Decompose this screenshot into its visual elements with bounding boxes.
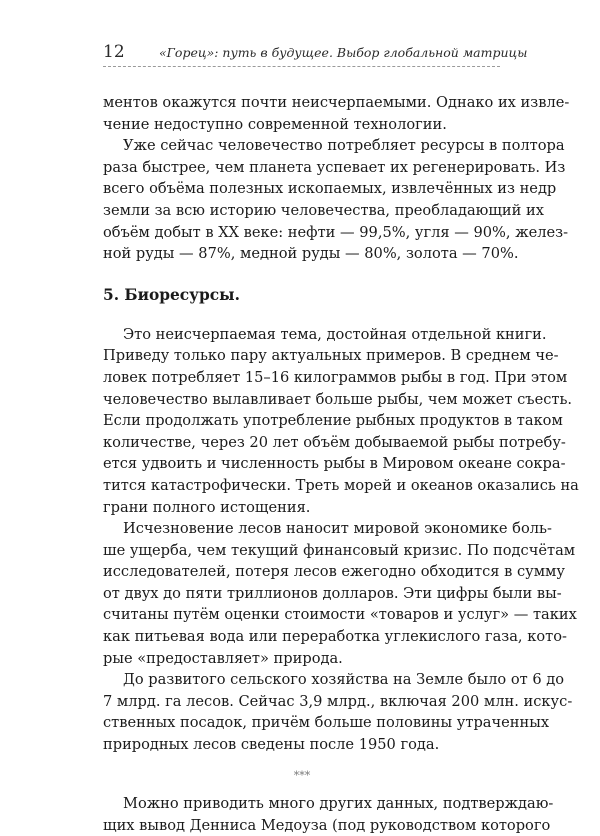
text-line: Можно приводить много других данных, подтверждаю- — [123, 795, 554, 813]
text-line: ловек потребляет 15–16 килограммов рыбы в год. При этом — [103, 368, 568, 386]
text-line: как питьевая вода или переработка углекислого газа, кото- — [103, 628, 567, 646]
text-line: всего объёма полезных ископаемых, извлечённых из недр — [103, 180, 557, 198]
paragraph-agriculture — [103, 669, 573, 755]
text-line: исследователей, потеря лесов ежегодно обходится в сумму — [103, 563, 565, 581]
text-line: природных лесов сведены после 1950 года. — [103, 736, 440, 754]
text-line: количестве, через 20 лет объём добываемой рыбы потребу- — [103, 433, 566, 451]
text-line: До развитого сельского хозяйства на Земле было от 6 до — [123, 671, 565, 689]
text-line: ется удвоить и численность рыбы в Мировом океане сокра- — [103, 455, 566, 473]
page-header — [103, 40, 528, 67]
running-title: «Горец»: путь в будущее. Выбор глобальной матрицы — [159, 45, 528, 60]
text-line: человечество вылавливает больше рыбы, чем может съесть. — [103, 390, 573, 408]
page-number: 12 — [103, 42, 125, 62]
text-line: ственных посадок, причём больше половины утраченных — [103, 714, 550, 732]
section-heading: 5. Биоресурсы. — [103, 285, 240, 304]
text-line: Исчезновение лесов наносит мировой экономике боль- — [123, 520, 552, 538]
text-line: земли за всю историю человечества, преобладающий их — [103, 201, 544, 219]
text-line: грани полного истощения. — [103, 498, 311, 516]
text-line: ментов окажутся почти неисчерпаемыми. Однако их извле- — [103, 94, 570, 111]
text-line: Это неисчерпаемая тема, достойная отдельной книги. — [123, 325, 547, 343]
paragraph-meadows — [103, 793, 554, 836]
text-line: Если продолжать употребление рыбных продуктов в таком — [103, 412, 563, 430]
text-line: от двух до пяти триллионов долларов. Эти цифры были вы- — [103, 584, 562, 602]
text-line: ше ущерба, чем текущий финансовый кризис. По подсчётам — [103, 541, 576, 559]
section-separator: *** — [293, 768, 311, 782]
text-line: рые «предоставляет» природа. — [103, 649, 343, 667]
text-line: объём добыт в XX веке: нефти — 99,5%, угля — 90%, желез- — [103, 223, 569, 241]
paragraph-resources — [103, 135, 569, 265]
paragraph-forests — [103, 518, 577, 669]
text-line: щих вывод Денниса Медоуза (под руководством которого — [103, 816, 551, 834]
body-text — [103, 92, 579, 836]
paragraph-continuation — [103, 92, 570, 135]
text-line: ной руды — 87%, медной руды — 80%, золота — 70%. — [103, 245, 519, 263]
text-line: считаны путём оценки стоимости «товаров и услуг» — таких — [103, 606, 577, 624]
text-line: Уже сейчас человечество потребляет ресурсы в полтора — [123, 137, 565, 155]
text-line: Приведу только пару актуальных примеров. В среднем че- — [103, 347, 559, 365]
text-line: тится катастрофически. Треть морей и океанов оказались на — [103, 476, 579, 494]
text-line: раза быстрее, чем планета успевает их регенерировать. Из — [103, 158, 566, 176]
text-line: 7 млрд. га лесов. Сейчас 3,9 млрд., включая 200 млн. искус- — [103, 692, 573, 710]
text-line: чение недоступно современной технологии. — [103, 115, 447, 133]
paragraph-fish — [103, 324, 579, 518]
